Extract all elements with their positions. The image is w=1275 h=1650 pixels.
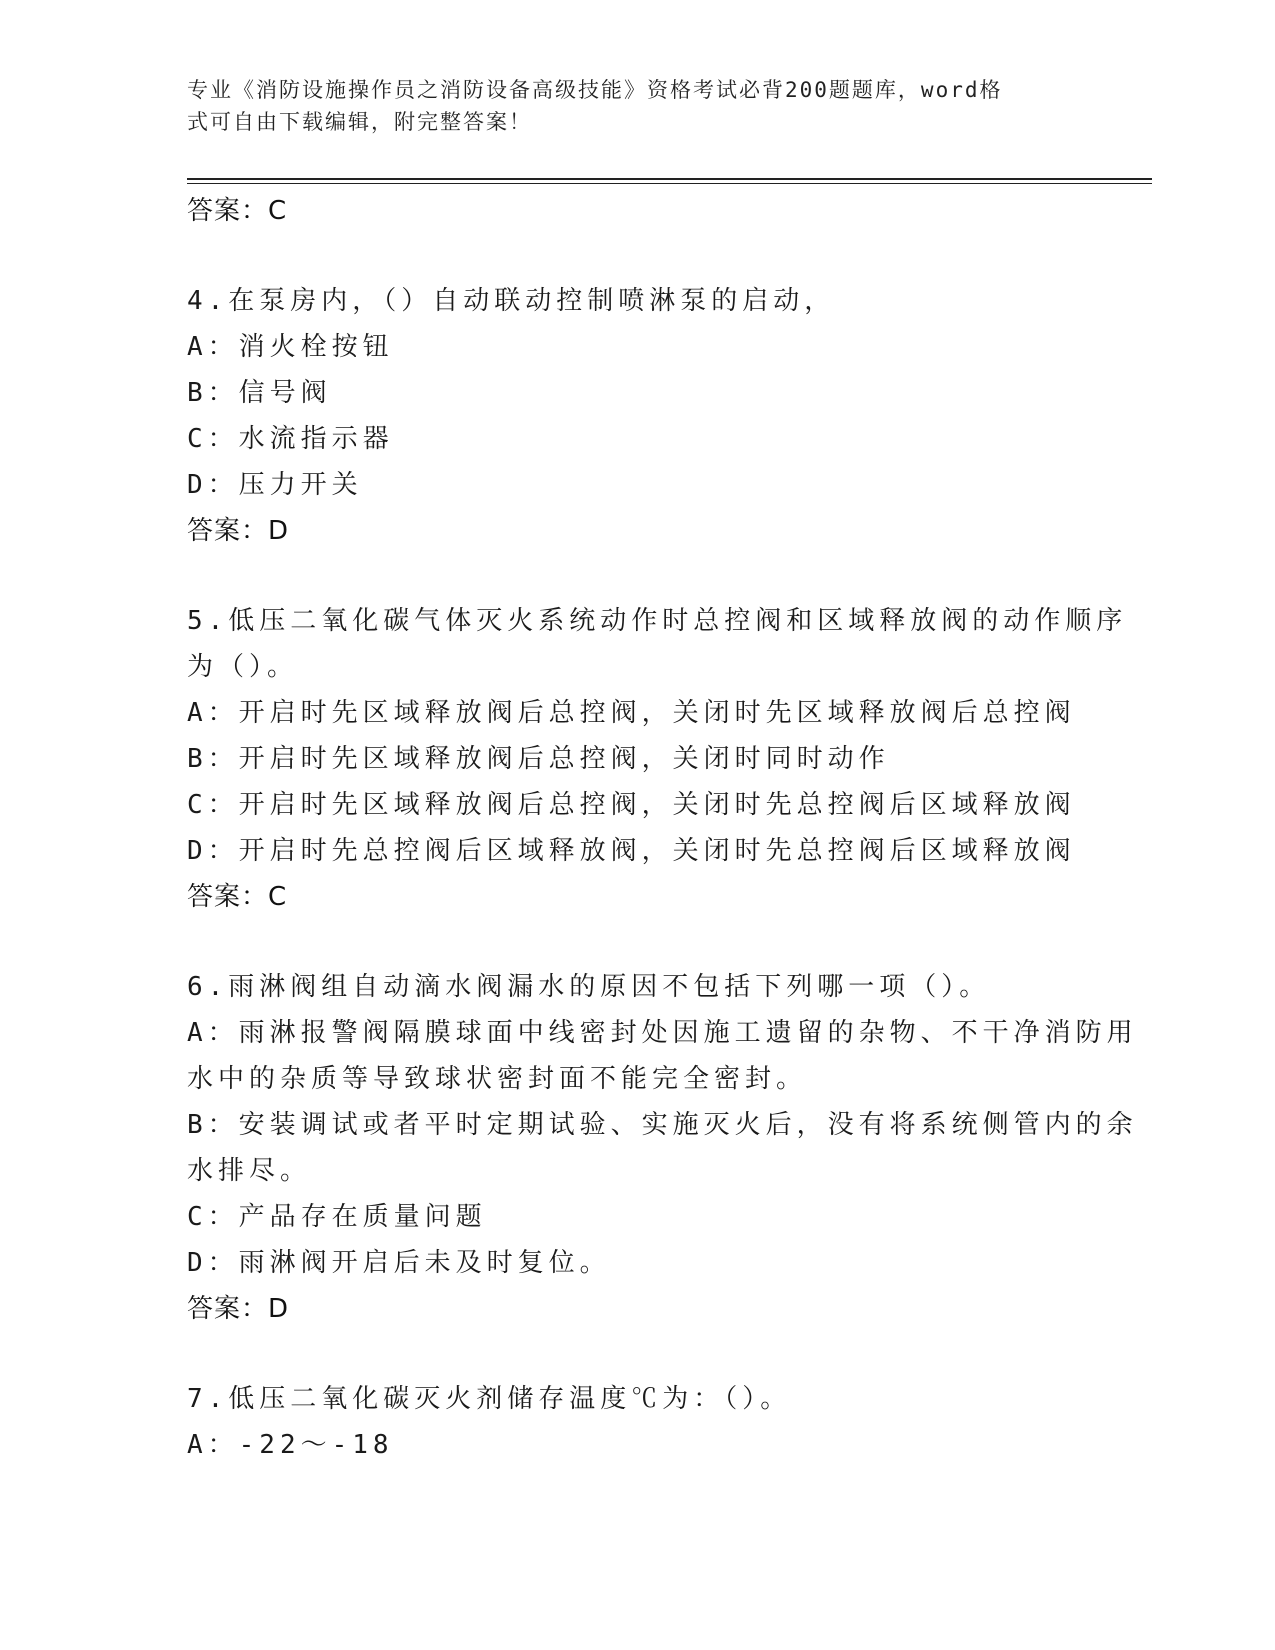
- previous-answer: 答案：C: [187, 196, 288, 226]
- header-line-2: 式可自由下载编辑，附完整答案！: [187, 110, 532, 134]
- option-c: C：开启时先区域释放阀后总控阀，关闭时先总控阀后区域释放阀: [187, 790, 1076, 820]
- header-divider-thin: [187, 183, 1152, 184]
- question-block: [187, 1376, 1087, 1468]
- option-d: D：雨淋阀开启后未及时复位。: [187, 1248, 611, 1278]
- option-a: A：雨淋报警阀隔膜球面中线密封处因施工遗留的杂物、不干净消防用: [187, 1018, 1138, 1048]
- question-stem: 7.低压二氧化碳灭火剂储存温度℃为：（）。: [187, 1384, 792, 1414]
- option-b: B：安装调试或者平时定期试验、实施灭火后，没有将系统侧管内的余: [187, 1110, 1138, 1140]
- question-stem: 5.低压二氧化碳气体灭火系统动作时总控阀和区域释放阀的动作顺序: [187, 606, 1128, 636]
- option-b: B：开启时先区域释放阀后总控阀，关闭时同时动作: [187, 744, 890, 774]
- option-c: C：产品存在质量问题: [187, 1202, 487, 1232]
- question-stem-continued: 为（）。: [187, 652, 299, 682]
- header-line-1: 专业《消防设施操作员之消防设备高级技能》资格考试必背200题题库，word格: [187, 78, 1003, 102]
- question-block: [187, 278, 1087, 554]
- option-a: A：-22～-18: [187, 1430, 394, 1460]
- question-block: [187, 964, 1138, 1332]
- option-b: B：信号阀: [187, 378, 332, 408]
- option-b-continued: 水排尽。: [187, 1156, 312, 1186]
- question-answer: 答案：D: [187, 516, 290, 546]
- document-header: [187, 74, 1077, 138]
- option-d: D：压力开关: [187, 470, 363, 500]
- header-divider-thick: [187, 178, 1152, 180]
- question-list: [187, 188, 1138, 1468]
- question-answer: 答案：D: [187, 1294, 290, 1324]
- question-stem: 4.在泵房内，（）自动联动控制喷淋泵的启动，: [187, 286, 836, 316]
- question-answer: 答案：C: [187, 882, 288, 912]
- option-a-continued: 水中的杂质等导致球状密封面不能完全密封。: [187, 1064, 808, 1094]
- option-a: A：开启时先区域释放阀后总控阀，关闭时先区域释放阀后总控阀: [187, 698, 1076, 728]
- question-stem: 6.雨淋阀组自动滴水阀漏水的原因不包括下列哪一项（）。: [187, 972, 991, 1002]
- option-a: A：消火栓按钮: [187, 332, 394, 362]
- option-d: D：开启时先总控阀后区域释放阀，关闭时先总控阀后区域释放阀: [187, 836, 1076, 866]
- option-c: C：水流指示器: [187, 424, 394, 454]
- question-block: [187, 598, 1128, 920]
